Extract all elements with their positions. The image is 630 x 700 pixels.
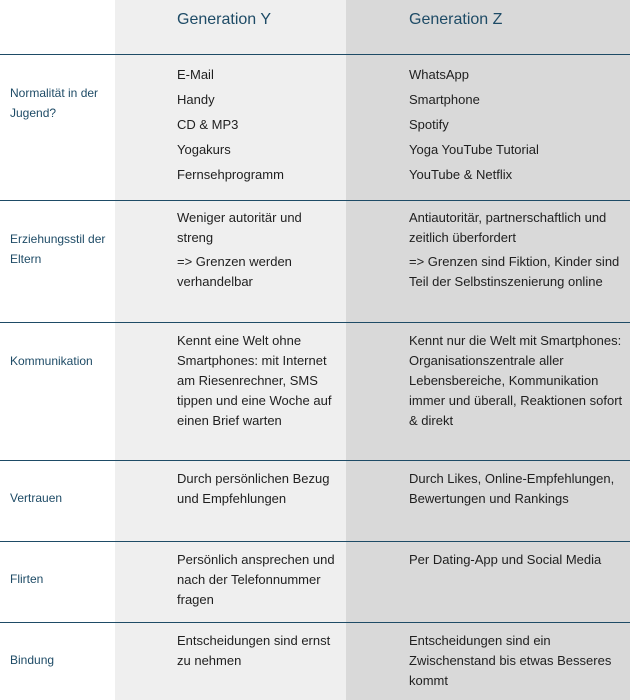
paragraph: => Grenzen sind Fiktion, Kinder sind Teil der Selbstinszenierung online [409,254,620,289]
row-label-erziehungsstil: Erziehungsstil der Eltern [10,232,106,266]
divider [0,460,630,461]
divider [0,54,630,55]
cell-gen-y-kommunikation [177,331,337,431]
cell-gen-y-vertrauen [177,469,337,509]
paragraph: Weniger autoritär und streng [177,210,302,245]
cell-gen-z-erziehungsstil [409,208,625,292]
cell-gen-z-normalitaet [409,62,625,187]
divider [0,541,630,542]
list-item: CD & MP3 [177,117,239,132]
cell-gen-y-erziehungsstil [177,208,337,292]
paragraph: Entscheidungen sind ernst zu nehmen [177,633,331,668]
row-label-kommunikation: Kommunikation [10,354,93,368]
paragraph: Per Dating-App und Social Media [409,552,602,567]
header-generation-y: Generation Y [177,11,271,28]
cell-gen-y-flirten [177,550,337,610]
paragraph: Antiautoritär, partnerschaftlich und zeitlich überfordert [409,210,607,245]
cell-gen-z-flirten [409,550,625,570]
divider [0,200,630,201]
divider [0,322,630,323]
row-label-normalitaet: Normalität in der Jugend? [10,86,99,120]
paragraph: Durch Likes, Online-Empfehlungen, Bewertungen und Rankings [409,471,615,506]
cell-gen-z-bindung [409,631,625,691]
cell-gen-z-vertrauen [409,469,625,509]
row-label-vertrauen: Vertrauen [10,491,63,505]
row-label-bindung: Bindung [10,653,55,667]
divider [0,622,630,623]
row-label-flirten: Flirten [10,572,44,586]
list-item: WhatsApp [409,67,469,82]
paragraph: Durch persönlichen Bezug und Empfehlungen [177,471,330,506]
list-item: E-Mail [177,67,214,82]
paragraph: Kennt nur die Welt mit Smartphones: Organisationszentrale aller Lebensbereiche, Kommunikation immer und überall, Reaktionen sofort & direkt [409,333,623,428]
list-item: Spotify [409,117,449,132]
list-item: YouTube & Netflix [409,167,513,182]
list-item: Handy [177,92,215,107]
header-generation-z: Generation Z [409,11,503,28]
list-item: Yogakurs [177,142,231,157]
cell-gen-y-bindung [177,631,337,671]
paragraph: => Grenzen werden verhandelbar [177,254,292,289]
list-item: Fernsehprogramm [177,167,284,182]
paragraph: Persönlich ansprechen und nach der Telefonnummer fragen [177,552,335,607]
list-item: Yoga YouTube Tutorial [409,142,539,157]
paragraph: Entscheidungen sind ein Zwischenstand bis etwas Besseres kommt [409,633,612,688]
cell-gen-z-kommunikation [409,331,625,431]
paragraph: Kennt eine Welt ohne Smartphones: mit Internet am Riesenrechner, SMS tippen und eine Woche auf einen Brief warten [177,333,332,428]
cell-gen-y-normalitaet [177,62,337,187]
list-item: Smartphone [409,92,480,107]
